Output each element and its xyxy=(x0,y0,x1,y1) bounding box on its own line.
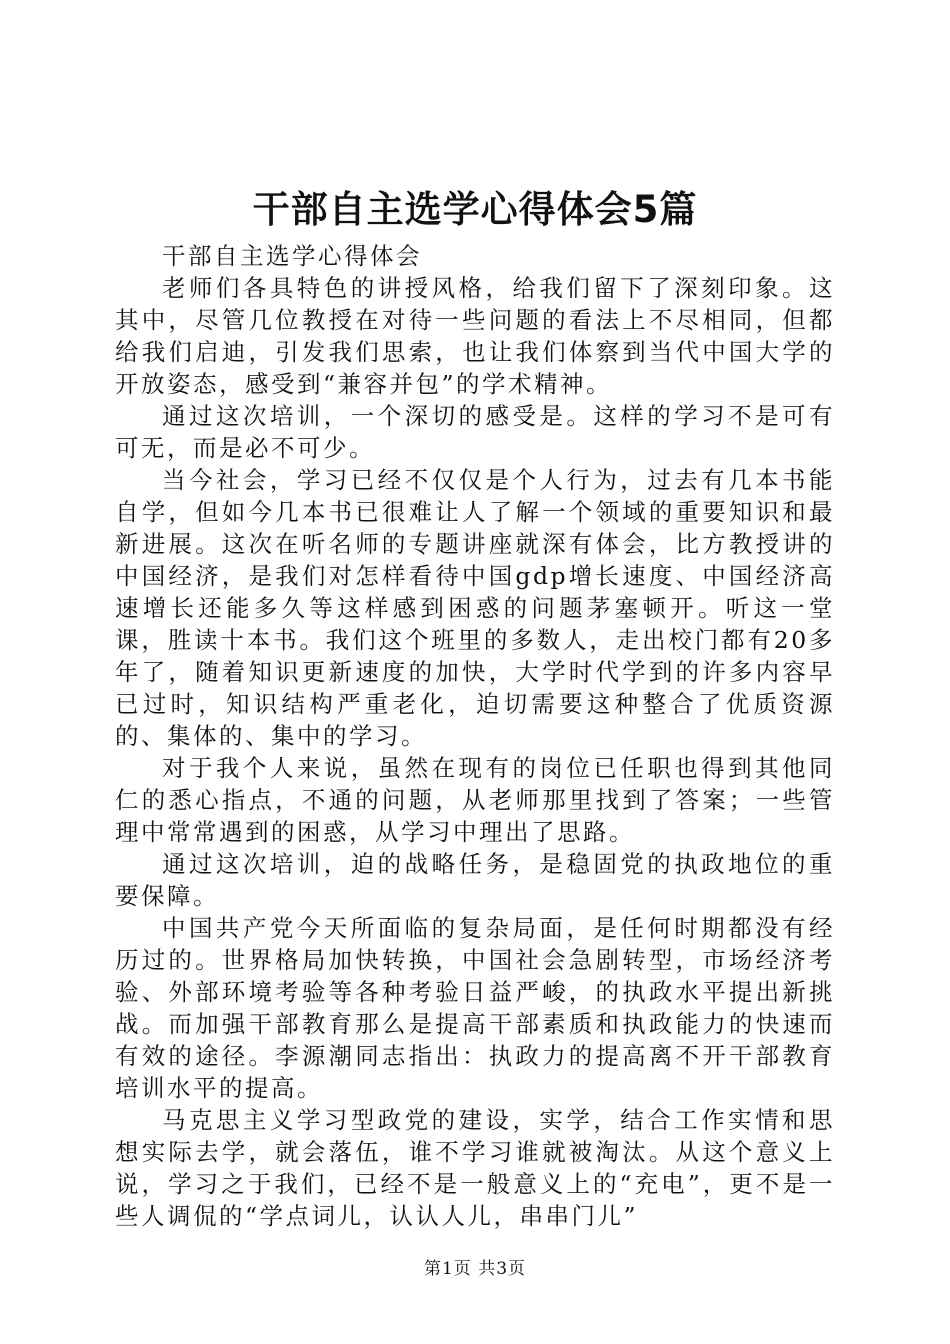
paragraph: 老师们各具特色的讲授风格，给我们留下了深刻印象。这其中，尽管几位教授在对待一些问题的看法上不尽相同，但都给我们启迪，引发我们思索，也让我们体察到当代中国大学的开放姿态，感受到“兼容并包”的学术精神。 xyxy=(115,274,835,398)
page-footer: 第1页 共3页 xyxy=(423,1259,527,1279)
paragraph: 通过这次培训，一个深切的感受是。这样的学习不是可有可无，而是必不可少。 xyxy=(115,402,835,462)
document-body xyxy=(115,240,835,1232)
document-title: 干部自主选学心得体会5篇 xyxy=(252,188,698,231)
paragraph: 中国共产党今天所面临的复杂局面，是任何时期都没有经历过的。世界格局加快转换，中国社会急剧转型，市场经济考验、外部环境考验等各种考验日益严峻，的执政水平提出新挑战。而加强干部教育那么是提高干部素质和执政能力的快速而有效的途径。李源潮同志指出：执政力的提高离不开干部教育培训水平的提高。 xyxy=(115,914,835,1102)
paragraph: 通过这次培训，迫的战略任务，是稳固党的执政地位的重要保障。 xyxy=(115,850,835,910)
paragraph: 马克思主义学习型政党的建设，实学，结合工作实情和思想实际去学，就会落伍，谁不学习谁就被淘汰。从这个意义上说，学习之于我们，已经不是一般意义上的“充电”，更不是一些人调侃的“学点词儿，认认人儿，串串门儿” xyxy=(115,1106,835,1230)
paragraph-subtitle: 干部自主选学心得体会 xyxy=(162,242,422,270)
paragraph: 当今社会，学习已经不仅仅是个人行为，过去有几本书能自学，但如今几本书已很难让人了解一个领域的重要知识和最新进展。这次在听名师的专题讲座就深有体会，比方教授讲的中国经济，是我们对怎样看待中国gdp增长速度、中国经济高速增长还能多久等这样感到困惑的问题茅塞顿开。听这一堂课，胜读十本书。我们这个班里的多数人，走出校门都有20多年了，随着知识更新速度的加快，大学时代学到的许多内容早已过时，知识结构严重老化，迫切需要这种整合了优质资源的、集体的、集中的学习。 xyxy=(115,466,835,750)
paragraph: 对于我个人来说，虽然在现有的岗位已任职也得到其他同仁的悉心指点，不通的问题，从老师那里找到了答案；一些管理中常常遇到的困惑，从学习中理出了思路。 xyxy=(115,754,835,846)
